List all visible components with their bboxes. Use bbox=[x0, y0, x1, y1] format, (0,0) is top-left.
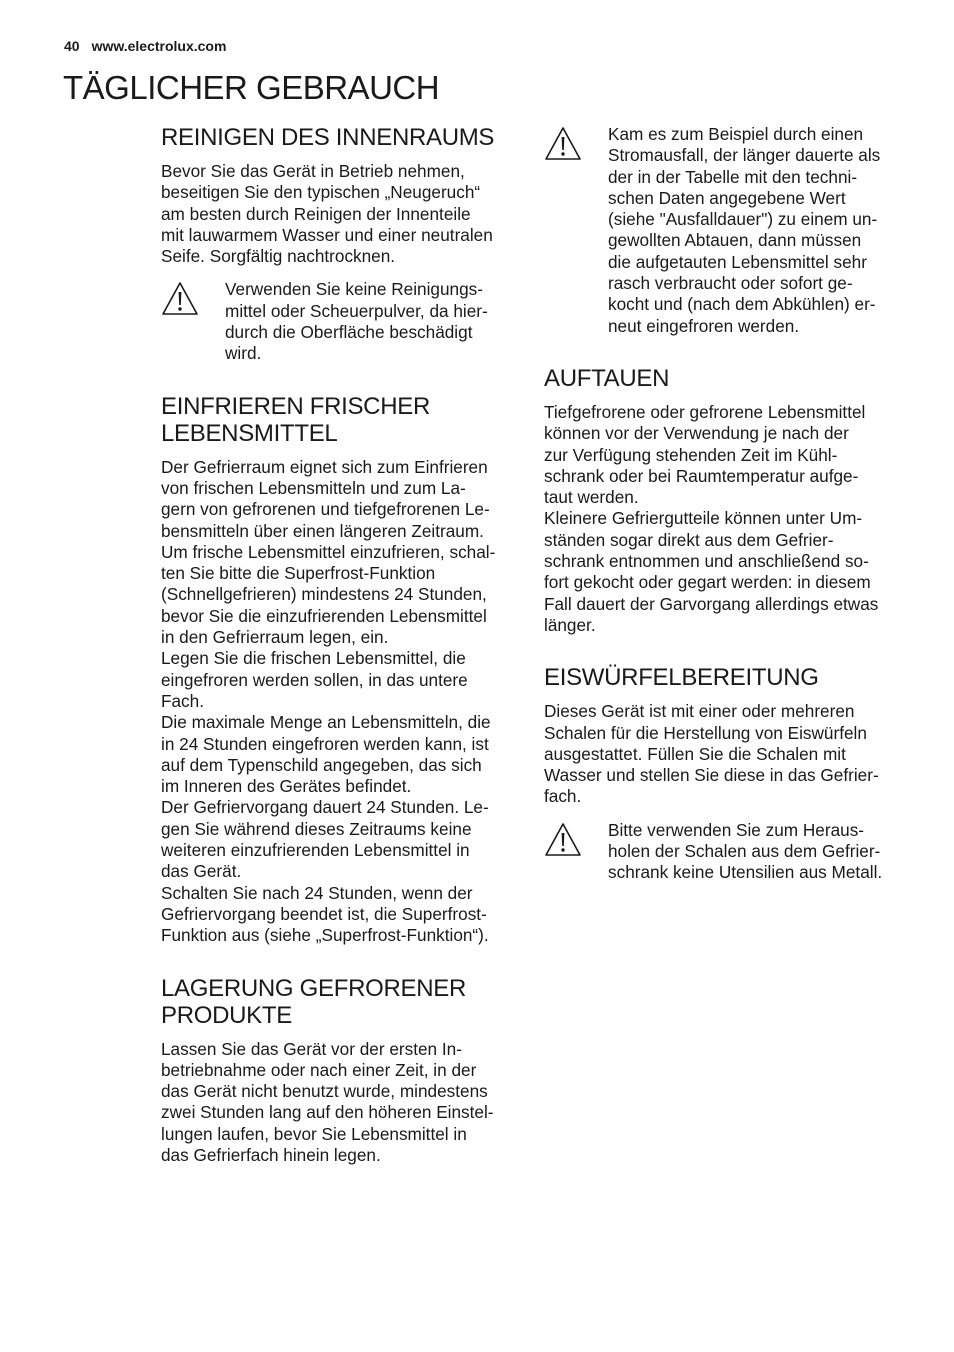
section-auftauen bbox=[544, 365, 896, 636]
warning-text-stromausfall: Kam es zum Beispiel durch einen Stromausfall, der länger dauerte als der in der Tabelle mit den techni- schen Daten angegebene Wert (siehe "Ausfalldauer") zu einem un- gewollten Abtauen, dann müssen die aufgetauten Lebensmittel sehr rasch verbraucht oder sofort ge- kocht und (nach dem Abkühlen) er- neut eingefroren werden. bbox=[608, 124, 881, 336]
right-column bbox=[544, 124, 896, 912]
heading-auftauen: AUFTAUEN bbox=[544, 364, 670, 392]
warning-stromausfall bbox=[544, 124, 896, 337]
warning-text-reinigen: Verwenden Sie keine Reinigungs- mittel oder Scheuerpulver, da hier- durch die Oberfläche beschädigt wird. bbox=[225, 279, 488, 364]
heading-einfrieren: EINFRIEREN FRISCHER LEBENSMITTEL bbox=[161, 392, 430, 447]
section-lagerung bbox=[161, 975, 513, 1167]
heading-reinigen: REINIGEN DES INNENRAUMS bbox=[161, 124, 495, 151]
warning-triangle-icon bbox=[544, 820, 608, 858]
heading-eiswuerfel: EISWÜRFELBEREITUNG bbox=[544, 664, 819, 692]
warning-eiswuerfel bbox=[544, 820, 896, 884]
website-url: www.electrolux.com bbox=[91, 38, 227, 54]
warning-reinigen bbox=[161, 279, 513, 364]
section-stromausfall bbox=[544, 124, 896, 337]
heading-lagerung: LAGERUNG GEFRORENER PRODUKTE bbox=[161, 974, 467, 1029]
left-column bbox=[161, 124, 513, 1194]
text-lagerung: Lassen Sie das Gerät vor der ersten In- betriebnahme oder nach einer Zeit, in der das Gerät nicht benutzt wurde, mindestens zwei Stunden lang auf den höheren Einstel- lungen laufen, bevor Sie Lebensmittel in das Gefrierfach hinein legen. bbox=[161, 1038, 494, 1165]
text-auftauen: Tiefgefrorene oder gefrorene Lebensmittel können vor der Verwendung je nach der zur Verfügung stehenden Zeit im Kühl- schrank oder bei Raumtemperatur aufge- taut werden. Kleinere Gefriergutteile können unter Um- ständen sogar direkt aus dem Gefrier- schrank entnommen und anschließend so- fort gekocht oder gegart werden: in diesem Fall dauert der Garvorgang allerdings etwas länger. bbox=[544, 401, 879, 635]
warning-triangle-icon bbox=[161, 279, 225, 317]
warning-triangle-icon bbox=[544, 124, 608, 162]
page-number: 40 bbox=[64, 38, 80, 54]
section-einfrieren bbox=[161, 393, 513, 947]
section-reinigen bbox=[161, 124, 513, 365]
page-title: TÄGLICHER GEBRAUCH bbox=[63, 69, 440, 106]
section-eiswuerfel bbox=[544, 664, 896, 883]
text-einfrieren: Der Gefrierraum eignet sich zum Einfrieren von frischen Lebensmitteln und zum La- gern von gefrorenen und tiefgefrorenen Le- bensmitteln über einen längeren Zeitraum. Um frische Lebensmittel einzufrieren, schal- ten Sie bitte die Superfrost-Funktion (Schnellgefrieren) mindestens 24 Stunden, bevor Sie die einzufrierenden Lebensmittel in den Gefrierraum legen, ein. Legen Sie die frischen Lebensmittel, die eingefroren werden sollen, in das untere Fach. Die maximale Menge an Lebensmitteln, die in 24 Stunden eingefroren werden kann, ist auf dem Typenschild angegeben, das sich im Inneren des Gerätes befindet. Der Gefriervorgang dauert 24 Stunden. Le- gen Sie während dieses Zeitraums keine weiteren einzufrierenden Lebensmittel in das Gerät. Schalten Sie nach 24 Stunden, wenn der Gefriervorgang beendet ist, die Superfrost- Funktion aus (siehe „Superfrost-Funktion“). bbox=[161, 456, 496, 946]
text-reinigen: Bevor Sie das Gerät in Betrieb nehmen, beseitigen Sie den typischen „Neugeruch“ am besten durch Reinigen der Innenteile mit lauwarmem Wasser und einer neutralen Seife. Sorgfältig nachtrocknen. bbox=[161, 161, 493, 267]
page-header bbox=[64, 38, 226, 54]
text-eiswuerfel: Dieses Gerät ist mit einer oder mehreren Schalen für die Herstellung von Eiswürfeln ausgestattet. Füllen Sie die Schalen mit Wasser und stellen Sie diese in das Gefrier- fach. bbox=[544, 701, 879, 807]
warning-text-eiswuerfel: Bitte verwenden Sie zum Heraus- holen der Schalen aus dem Gefrier- schrank keine Utensilien aus Metall. bbox=[608, 819, 883, 883]
